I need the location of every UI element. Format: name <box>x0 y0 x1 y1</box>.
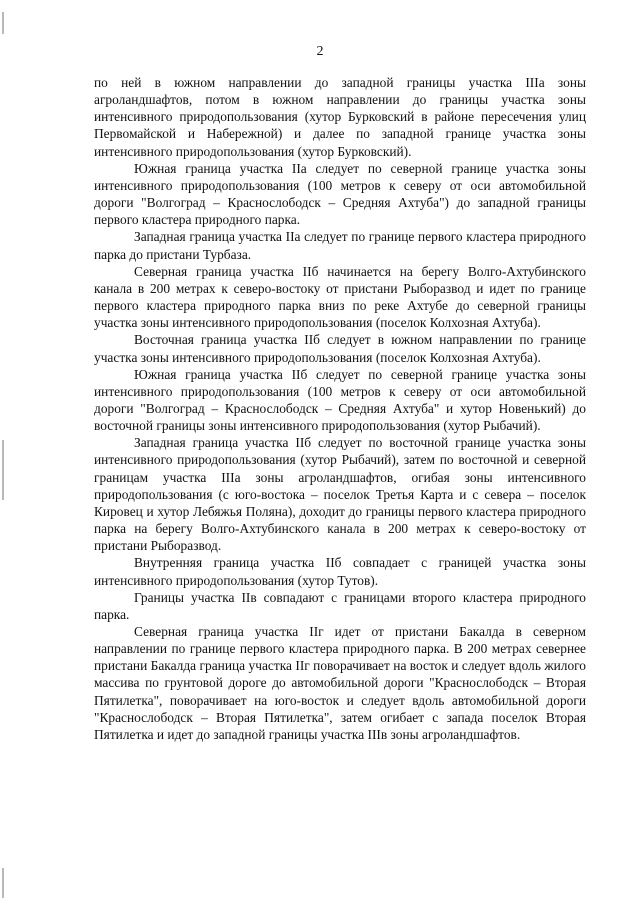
binding-mark-bottom <box>2 868 4 898</box>
document-body <box>94 74 586 743</box>
paragraph-west-boundary-iia: Западная граница участка IIа следует по границе первого кластера природного парка до пристани Турбаза. <box>94 229 586 262</box>
paragraph-boundaries-iiv: Границы участка IIв совпадают с границами второго кластера природного парка. <box>94 589 586 622</box>
paragraph-continuation: по ней в южном направлении до западной границы участка IIIа зоны агроландшафтов, потом в южном направлении до границы участка зоны интенсивного природопользования (хутор Бурковский в районе пересечения улиц Первомайской и Набережной) и далее по западной границе участка зоны интенсивного природопользования (хутор Бурковский). <box>94 75 586 159</box>
binding-mark-top <box>2 12 4 34</box>
paragraph-inner-boundary-iib: Внутренняя граница участка IIб совпадает с границей участка зоны интенсивного природопользования (хутор Тутов). <box>94 555 586 588</box>
paragraph-south-boundary-iia: Южная граница участка IIа следует по северной границе участка зоны интенсивного природопользования (100 метров к северу от оси автомобильной дороги "Волгоград – Краснослободск – Средняя Ахтуба") до западной границы первого кластера природного парка. <box>94 160 586 228</box>
paragraph-south-boundary-iib: Южная граница участка IIб следует по северной границе участка зоны интенсивного природопользования (100 метров к северу от оси автомобильной дороги "Волгоград – Краснослободск – Средняя Ахтуба" и хутор Новенький) до восточной границы зоны интенсивного природопользования (хутор Рыбачий). <box>94 366 586 434</box>
paragraph-east-boundary-iib: Восточная граница участка IIб следует в южном направлении по границе участка зоны интенсивного природопользования (поселок Колхозная Ахтуба). <box>94 332 586 365</box>
page-number: 2 <box>316 44 324 59</box>
binding-mark-middle <box>2 440 4 500</box>
paragraph-north-boundary-iig: Северная граница участка IIг идет от пристани Бакалда в северном направлении по границе первого кластера природного парка. В 200 метрах севернее пристани Бакалда граница участка IIг поворачивает на восток и следует вдоль жилого массива по грунтовой дороге до автомобильной дороги "Краснослободск – Вторая Пятилетка", поворачивает на юго-восток и следует вдоль автомобильной дороги "Краснослободск – Вторая Пятилетка", затем огибает с запада поселок Вторая Пятилетка и идет до западной границы участка IIIв зоны агроландшафтов. <box>94 624 586 742</box>
paragraph-west-boundary-iib: Западная граница участка IIб следует по восточной границе участка зоны интенсивного природопользования (хутор Рыбачий), затем по восточной и северной границам участка IIIа зоны агроландшафтов, огибая зоны интенсивного природопользования (с юго-востока – поселок Третья Карта и с севера – поселок Кировец и хутор Лебяжья Поляна), доходит до границы первого кластера природного парка на берегу Волго-Ахтубинского канала в 200 метрах к северо-востоку от пристани Рыборазвод. <box>94 435 586 554</box>
paragraph-north-boundary-iib: Северная граница участка IIб начинается на берегу Волго-Ахтубинского канала в 200 метрах к северо-востоку от пристани Рыборазвод и идет по границе первого кластера природного парка вниз по реке Ахтубе до северной границы участка зоны интенсивного природопользования (поселок Колхозная Ахтуба). <box>94 263 586 331</box>
